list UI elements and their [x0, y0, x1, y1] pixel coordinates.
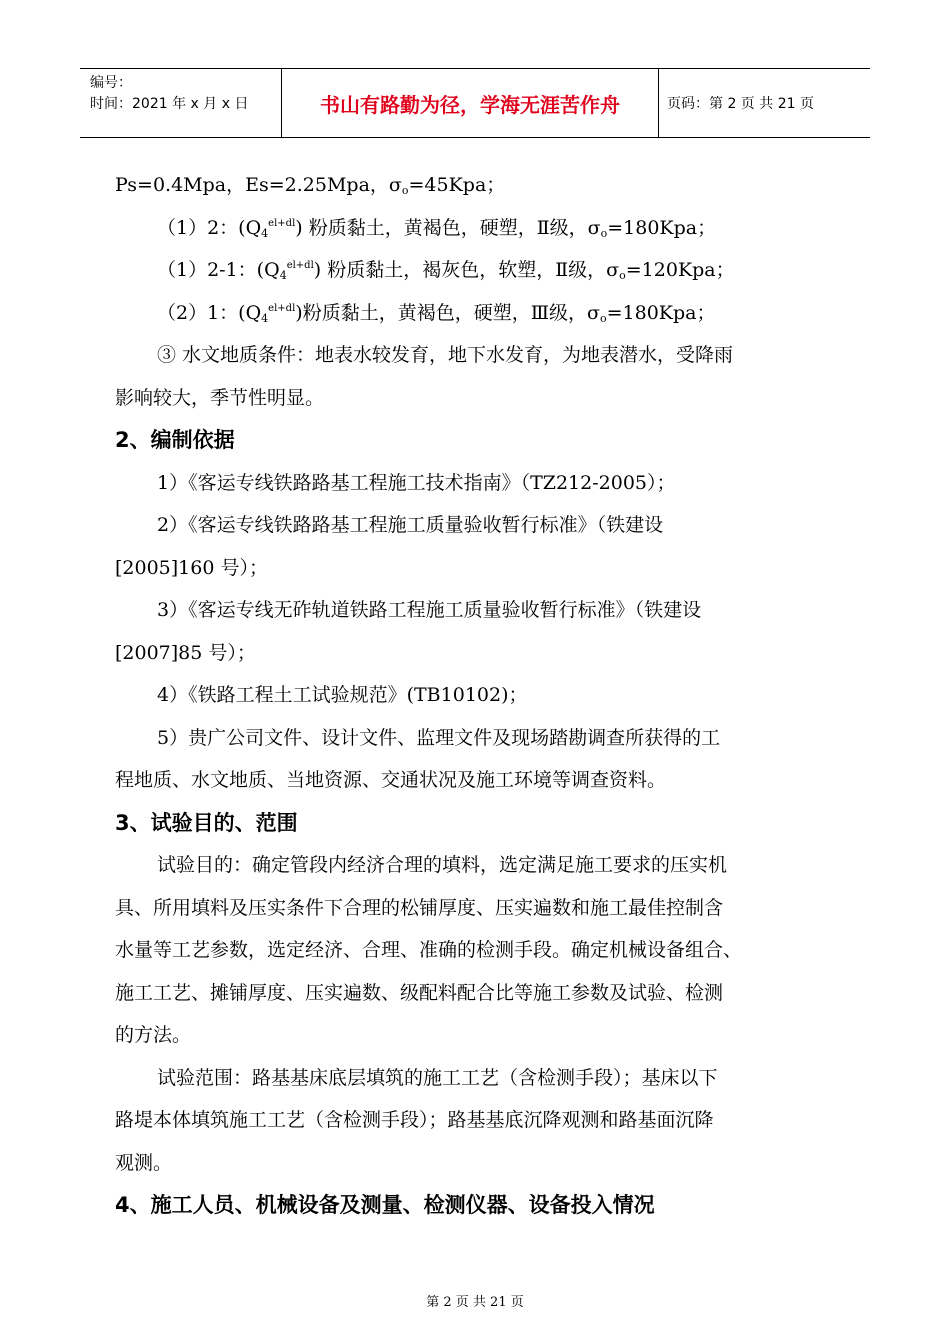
section-heading-purpose: 3、试验目的、范围 — [115, 810, 298, 835]
section-heading-resources: 4、施工人员、机械设备及测量、检测仪器、设备投入情况 — [115, 1193, 655, 1217]
header-motto: 书山有路勤为径，学海无涯苦作舟 — [282, 69, 659, 137]
scope-paragraph-cont: 观测。 — [115, 1151, 173, 1174]
soil-parameters: Ps=0.4Mpa，Es=2.25Mpa，$\sigma_o=45Kpa$； — [115, 174, 506, 197]
purpose-paragraph-cont: 的方法。 — [115, 1024, 192, 1046]
basis-item: 5）贵广公司文件、设计文件、监理文件及现场踏勘调查所获得的工 — [157, 726, 721, 749]
basis-item-cont: [2005]160 号）； — [115, 556, 268, 579]
document-body — [115, 164, 855, 1227]
header-meta — [80, 69, 282, 137]
basis-item-cont: [2007]85 号）； — [115, 641, 256, 664]
purpose-paragraph-cont: 施工工艺、摊铺厚度、压实遍数、级配料配合比等施工参数及试验、检测 — [115, 981, 724, 1004]
purpose-paragraph-cont: 具、所用填料及压实条件下合理的松铺厚度、压实遍数和施工最佳控制含 — [115, 896, 724, 919]
hydrogeology-paragraph: ③ 水文地质条件：地表水较发育，地下水发育，为地表潜水，受降雨 — [157, 344, 734, 366]
section-heading-basis: 2、编制依据 — [115, 428, 235, 452]
document-number-label: 编号： — [90, 75, 132, 91]
soil-layer-item: （1）2：$(Q_4^{el+dl})$ 粉质黏土，黄褐色，硬塑，Ⅱ级，$\sigma_o=180Kpa$； — [157, 216, 717, 240]
scope-paragraph: 试验范围：路基基床底层填筑的施工工艺（含检测手段）；基床以下 — [157, 1066, 718, 1089]
basis-item: 1）《客运专线铁路路基工程施工技术指南》（TZ212-2005）； — [157, 471, 676, 494]
purpose-paragraph: 试验目的：确定管段内经济合理的填料，选定满足施工要求的压实机 — [157, 854, 728, 876]
basis-item-cont: 程地质、水文地质、当地资源、交通状况及施工环境等调查资料。 — [115, 769, 667, 791]
document-date: 时间：2021 年 x 月 x 日 — [90, 96, 249, 112]
hydrogeology-paragraph-cont: 影响较大，季节性明显。 — [115, 386, 325, 409]
purpose-paragraph-cont: 水量等工艺参数，选定经济、合理、准确的检测手段。确定机械设备组合、 — [115, 939, 743, 961]
soil-layer-item: （2）1：$(Q_4^{el+dl})$粉质黏土，黄褐色，硬塑，Ⅲ级，$\sigma_o=180Kpa$； — [157, 301, 716, 325]
basis-item: 2）《客运专线铁路路基工程施工质量验收暂行标准》（铁建设 — [157, 514, 664, 536]
page-footer: 第 2 页 共 21 页 — [426, 1295, 524, 1310]
scope-paragraph-cont: 路堤本体填筑施工工艺（含检测手段）；路基基底沉降观测和路基面沉降 — [115, 1109, 714, 1131]
soil-layer-item: （1）2-1：$(Q_4^{el+dl})$ 粉质黏土，褐灰色，软塑，Ⅱ级，$\sigma_o=120Kpa$； — [157, 259, 735, 282]
page-header — [80, 68, 870, 138]
basis-item: 3）《客运专线无砟轨道铁路工程施工质量验收暂行标准》（铁建设 — [157, 599, 702, 621]
basis-item: 4）《铁路工程土工试验规范》(TB10102)； — [157, 684, 528, 706]
header-page-info: 页码：第 2 页 共 21 页 — [667, 96, 814, 112]
